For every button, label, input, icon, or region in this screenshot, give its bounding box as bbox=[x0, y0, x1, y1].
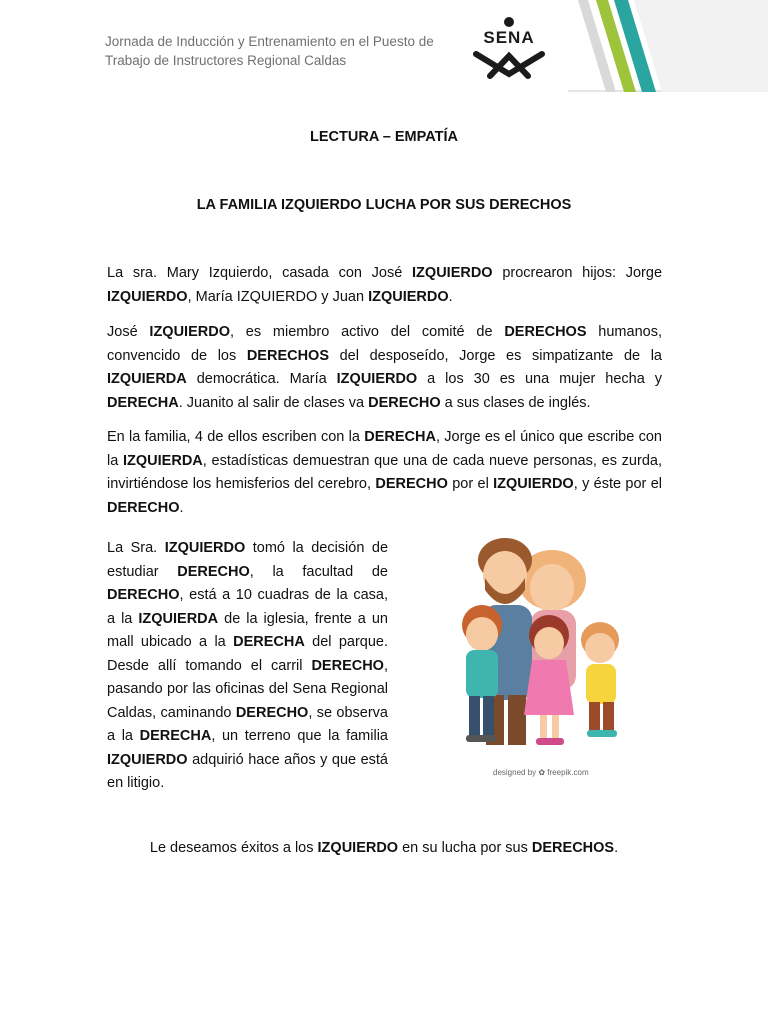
emphasized-word: DERECHO bbox=[177, 563, 250, 580]
text-segment: La sra. Mary Izquierdo, casada con José bbox=[107, 265, 413, 281]
text-segment: del parque. Desde allí tomando el carril bbox=[107, 634, 389, 674]
text-segment: José bbox=[107, 324, 150, 340]
document-header bbox=[105, 32, 434, 70]
text-segment: , Jorge es el único que escribe con la bbox=[107, 429, 662, 469]
text-segment: , la facultad de bbox=[249, 563, 388, 580]
text-segment: La Sra. bbox=[107, 540, 165, 556]
emphasized-word: DERECHA bbox=[364, 429, 436, 445]
text-segment: , pasando por las oficinas del Sena Regional Caldas, caminando bbox=[107, 657, 388, 721]
page-title: LECTURA – EMPATÍA bbox=[310, 129, 458, 145]
text-segment: a sus clases de inglés. bbox=[440, 394, 591, 411]
paragraph-2 bbox=[107, 321, 662, 415]
emphasized-word: DERECHO bbox=[235, 704, 309, 721]
emphasized-word: IZQUIERDA bbox=[138, 610, 219, 627]
emphasized-word: IZQUIERDO bbox=[164, 540, 246, 556]
text-segment: del desposeído, Jorge es simpatizante de la bbox=[329, 347, 662, 364]
paragraph-4 bbox=[107, 537, 388, 796]
emphasized-word: DERECHA bbox=[139, 728, 212, 744]
text-segment: en su lucha por sus bbox=[398, 840, 532, 856]
emphasized-word: IZQUIERDO bbox=[107, 751, 188, 768]
emphasized-word: IZQUIERDO bbox=[107, 288, 188, 305]
text-segment: , María IZQUIERDO y Juan bbox=[187, 288, 369, 305]
emphasized-word: IZQUIERDA bbox=[123, 452, 203, 469]
text-segment: En la familia, 4 de ellos escriben con la bbox=[107, 429, 365, 445]
emphasized-word: DERECHO bbox=[375, 476, 448, 492]
emphasized-word: DERECHO bbox=[368, 394, 441, 411]
text-segment: democrática. María bbox=[186, 371, 337, 387]
emphasized-word: IZQUIERDO bbox=[368, 288, 449, 305]
text-segment: , un terreno que la familia bbox=[211, 728, 388, 744]
emphasized-word: DERECHA bbox=[107, 394, 179, 411]
text-segment: a los 30 es una mujer hecha y bbox=[417, 371, 662, 387]
closing-line bbox=[0, 840, 768, 856]
text-segment: . bbox=[179, 499, 184, 516]
text-segment: procrearon hijos: Jorge bbox=[492, 265, 663, 281]
illustration-credit: designed by ✿ freepik.com bbox=[493, 768, 589, 777]
emphasized-word: DERECHA bbox=[233, 634, 305, 650]
text-segment: humanos, convencido de los bbox=[107, 324, 662, 364]
emphasized-word: IZQUIERDO bbox=[317, 840, 399, 856]
text-segment: . bbox=[614, 840, 619, 856]
sena-logo-mark-icon bbox=[470, 14, 550, 82]
emphasized-word: DERECHOS bbox=[246, 347, 330, 364]
emphasized-word: DERECHO bbox=[107, 499, 180, 516]
emphasized-word: IZQUIERDO bbox=[412, 265, 493, 281]
paragraph-1 bbox=[107, 262, 662, 309]
text-segment: . bbox=[448, 288, 453, 305]
text-segment: . Juanito al salir de clases va bbox=[178, 394, 369, 411]
emphasized-word: DERECHO bbox=[107, 587, 180, 603]
emphasized-word: IZQUIERDO bbox=[149, 324, 230, 340]
text-segment: , se observa a la bbox=[107, 704, 388, 744]
text-segment: por el bbox=[447, 476, 494, 492]
text-segment: , estadísticas demuestran que una de cada nueve personas, es zurda, invirtiéndose los hemisferios del cerebro, bbox=[107, 452, 662, 492]
emphasized-word: IZQUIERDA bbox=[107, 371, 187, 387]
emphasized-word: DERECHO bbox=[311, 657, 384, 674]
emphasized-word: IZQUIERDO bbox=[336, 371, 418, 387]
sena-logo-text: SENA bbox=[483, 28, 535, 47]
header-line-1: Jornada de Inducción y Entrenamiento en el Puesto de bbox=[105, 34, 434, 49]
text-segment: adquirió hace años y que está en litigio. bbox=[107, 751, 388, 791]
text-segment: , está a 10 cuadras de la casa, a la bbox=[107, 587, 388, 627]
text-segment: tomó la decisión de estudiar bbox=[107, 540, 389, 580]
header-decorative-stripes bbox=[568, 0, 768, 92]
text-segment: , y éste por el bbox=[573, 476, 663, 492]
text-segment: Le deseamos éxitos a los bbox=[149, 840, 318, 856]
emphasized-word: DERECHOS bbox=[531, 840, 615, 856]
emphasized-word: DERECHOS bbox=[504, 324, 587, 340]
paragraph-3 bbox=[107, 426, 662, 520]
text-segment: , es miembro activo del comité de bbox=[229, 324, 505, 340]
sena-logo bbox=[470, 14, 550, 82]
family-illustration bbox=[452, 530, 627, 755]
emphasized-word: IZQUIERDO bbox=[493, 476, 574, 492]
text-segment: de la iglesia, frente a un mall ubicado a la bbox=[107, 610, 388, 650]
header-line-2: Trabajo de Instructores Regional Caldas bbox=[105, 53, 347, 68]
page-subtitle: LA FAMILIA IZQUIERDO LUCHA POR SUS DERECHOS bbox=[196, 197, 572, 213]
